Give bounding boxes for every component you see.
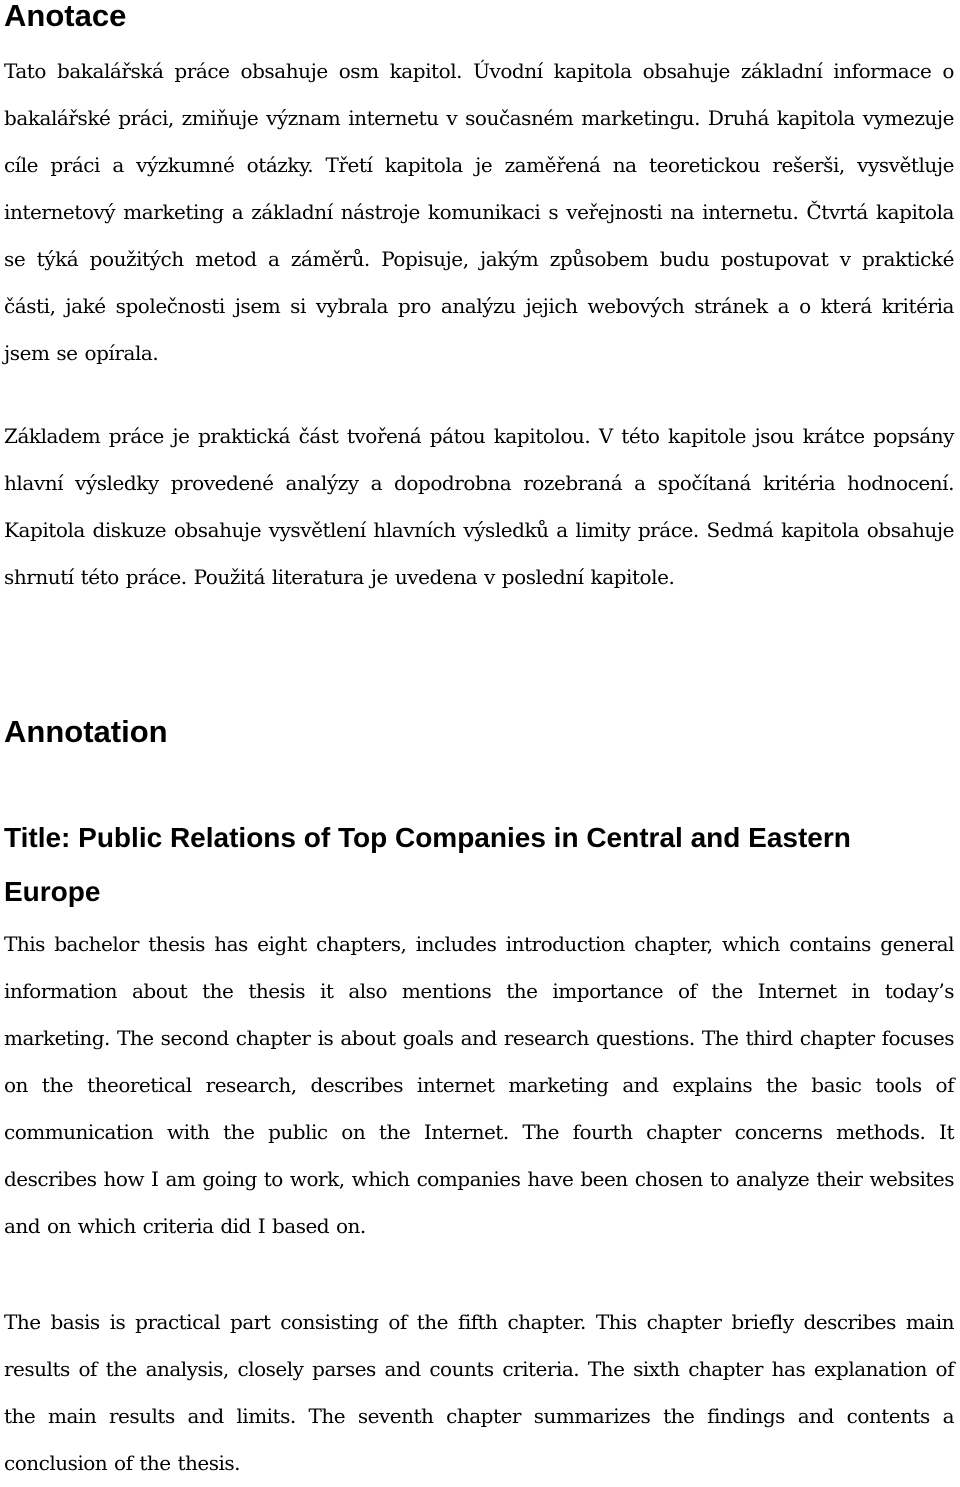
anotace-paragraph-2: Základem práce je praktická část tvořená pátou kapitolou. V této kapitole jsou krátce popsány hlavní výsledky provedené analýzy a dopodrobna rozebraná a spočítaná kritéria hodnocení. Kapitola diskuze obsahuje vysvětlení hlavních výsledků a limity práce. Sedmá kapitola obsahuje shrnutí této práce. Použitá literatura je uvedena v poslední kapitole.	[4, 424, 954, 589]
annotation-heading: Annotation	[4, 714, 168, 749]
anotace-heading: Anotace	[4, 0, 127, 33]
annotation-paragraph-2: The basis is practical part consisting of the fifth chapter. This chapter briefly describes main results of the analysis, closely parses and counts criteria. The sixth chapter has explanation of the main results and limits. The seventh chapter summarizes the findings and contents a conclusion of the thesis.	[4, 1310, 954, 1475]
thesis-title: Title: Public Relations of Top Companies in Central and Eastern Europe	[4, 822, 851, 907]
anotace-paragraph-1: Tato bakalářská práce obsahuje osm kapitol. Úvodní kapitola obsahuje základní informace o bakalářské práci, zmiňuje význam internetu v současném marketingu. Druhá kapitola vymezuje cíle práci a výzkumné otázky. Třetí kapitola je zaměřená na teoretickou rešerši, vysvětluje internetový marketing a základní nástroje komunikaci s veřejnosti na internetu. Čtvrtá kapitola se týká použitých metod a záměrů. Popisuje, jakým způsobem budu postupovat v praktické části, jaké společnosti jsem si vybrala pro analýzu jejich webových stránek a o která kritéria jsem se opírala.	[4, 59, 954, 365]
annotation-paragraph-1: This bachelor thesis has eight chapters, includes introduction chapter, which contains general information about the thesis it also mentions the importance of the Internet in today’s marketing. The second chapter is about goals and research questions. The third chapter focuses on the theoretical research, describes internet marketing and explains the basic tools of communication with the public on the Internet. The fourth chapter concerns methods. It describes how I am going to work, which companies have been chosen to analyze their websites and on which criteria did I based on.	[4, 932, 954, 1238]
